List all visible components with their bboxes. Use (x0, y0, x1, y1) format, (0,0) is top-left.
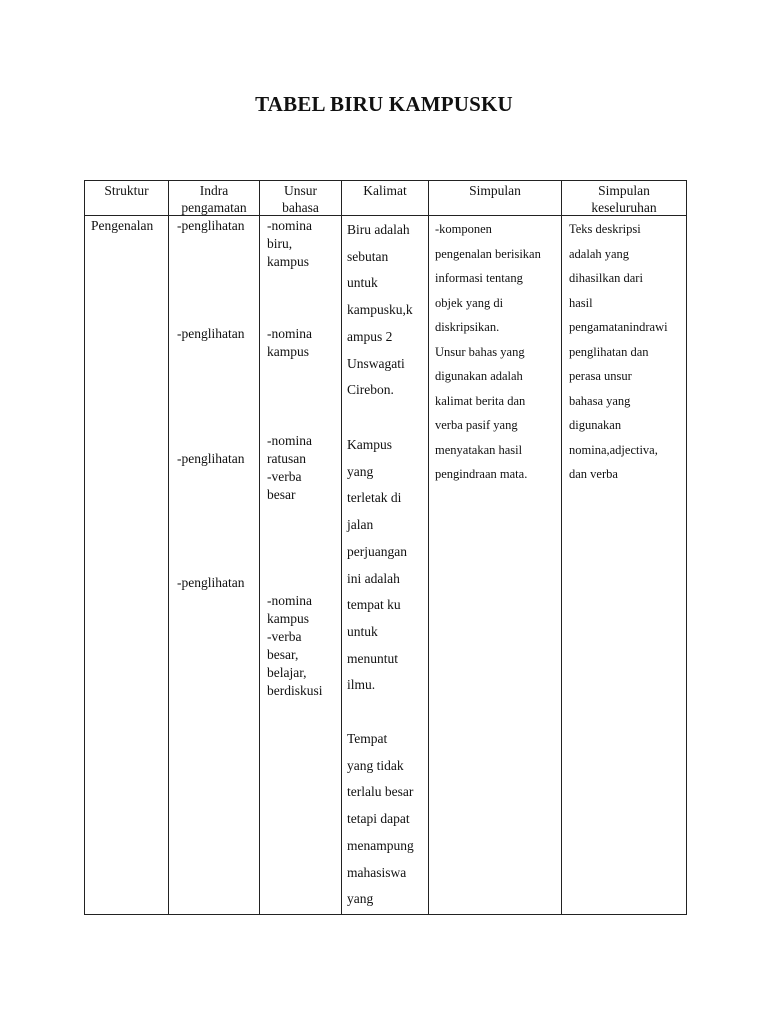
text-line: sebutan (347, 248, 389, 264)
text-line: digunakan (569, 418, 622, 432)
column-divider (428, 181, 429, 914)
table (84, 180, 687, 915)
header-unsur-line: bahasa (282, 200, 319, 215)
text-line: -nomina (267, 326, 312, 341)
header-simpulan: Simpulan (469, 183, 521, 198)
header-simpulan-keseluruhan-line: Simpulan (598, 183, 650, 198)
text-line: berdiskusi (267, 683, 323, 698)
text-line: Teks deskripsi (569, 222, 641, 236)
cell-struktur: Pengenalan (91, 218, 154, 233)
text-line: -nomina (267, 218, 312, 233)
text-line: ampus 2 (347, 328, 393, 344)
text-line: yang (347, 463, 374, 479)
text-line: -nomina (267, 433, 312, 448)
text-line: untuk (347, 623, 378, 639)
text-line: -nomina (267, 593, 312, 608)
text-line: belajar, (267, 665, 307, 680)
text-line: Unswagati (347, 355, 405, 371)
header-indra (169, 182, 259, 216)
text-line: hasil (569, 295, 593, 310)
text-line: Cirebon. (347, 382, 394, 398)
text-line: yang tidak (347, 757, 404, 773)
text-line: kampus (267, 254, 309, 269)
text-line: mahasiswa (347, 864, 407, 880)
text-line: digunakan adalah (435, 369, 523, 383)
header-unsur (260, 182, 341, 216)
text-line: dan verba (569, 467, 618, 481)
header-indra-line: pengamatan (181, 200, 247, 215)
text-line: ini adalah (347, 570, 400, 586)
cell-indra: -penglihatan (177, 326, 245, 341)
text-line: adalah yang (569, 246, 630, 261)
document-title: TABEL BIRU KAMPUSKU (255, 92, 513, 116)
text-line: dihasilkan dari (569, 271, 643, 285)
text-line: ratusan (267, 451, 306, 466)
text-line: kampus (267, 611, 309, 626)
text-line: -verba (267, 629, 302, 644)
text-line: penglihatan dan (569, 344, 649, 359)
text-line: perjuangan (347, 543, 407, 559)
header-indra-line: Indra (199, 183, 229, 198)
text-line: besar (267, 487, 296, 502)
header-struktur: Struktur (104, 183, 149, 198)
text-line: untuk (347, 275, 378, 291)
text-line: perasa unsur (569, 369, 632, 383)
text-line: pengamatanindrawi (569, 320, 668, 334)
text-line: Unsur bahas yang (435, 344, 525, 359)
cell-simpulan-keseluruhan (569, 217, 668, 487)
cell-unsur (267, 592, 323, 700)
cell-simpulan (435, 217, 541, 487)
text-line: -verba (267, 469, 302, 484)
text-line: jalan (347, 517, 374, 533)
column-divider (168, 181, 169, 914)
text-line: Tempat (347, 731, 388, 746)
header-simpulan-keseluruhan-line: keseluruhan (591, 200, 657, 215)
text-line: Kampus (347, 437, 392, 452)
text-line: diskripsikan. (435, 320, 500, 334)
text-line: informasi tentang (435, 271, 523, 285)
cell-indra: -penglihatan (177, 451, 245, 466)
text-line: objek yang di (435, 295, 504, 310)
text-line: kampusku,k (347, 302, 413, 318)
cell-indra: -penglihatan (177, 218, 245, 233)
text-line: terletak di (347, 490, 402, 506)
header-kalimat: Kalimat (363, 183, 407, 198)
text-line: pengindraan mata. (435, 467, 528, 481)
text-line: biru, (267, 236, 293, 251)
cell-indra: -penglihatan (177, 575, 245, 590)
text-line: kalimat berita dan (435, 393, 526, 408)
text-line: besar, (267, 647, 299, 662)
column-divider (561, 181, 562, 914)
header-unsur-line: Unsur (284, 183, 317, 198)
text-line: kampus (267, 344, 309, 359)
column-divider (341, 181, 342, 914)
text-line: ilmu. (347, 677, 376, 693)
cell-kalimat (347, 726, 414, 913)
text-line: pengenalan berisikan (435, 246, 541, 261)
text-line: menuntut (347, 650, 398, 666)
text-line: tempat ku (347, 597, 401, 613)
text-line: -komponen (435, 222, 492, 236)
text-line: bahasa yang (569, 393, 631, 408)
cell-kalimat (347, 432, 407, 699)
text-line: Biru adalah (347, 222, 410, 237)
text-line: yang (347, 891, 374, 907)
header-simpulan-keseluruhan (562, 182, 686, 216)
cell-unsur (267, 325, 312, 361)
cell-unsur (267, 432, 312, 504)
column-divider (259, 181, 260, 914)
cell-kalimat (347, 217, 413, 404)
text-line: menyatakan hasil (435, 442, 523, 457)
text-line: verba pasif yang (435, 418, 518, 432)
text-line: nomina,adjectiva, (569, 442, 658, 457)
cell-unsur (267, 217, 312, 271)
text-line: terlalu besar (347, 784, 414, 800)
text-line: menampung (347, 837, 414, 853)
text-line: tetapi dapat (347, 811, 410, 827)
